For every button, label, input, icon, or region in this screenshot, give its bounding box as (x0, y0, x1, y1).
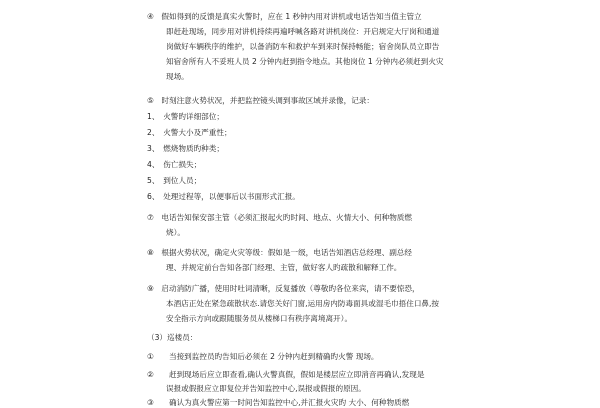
text-line-9: 3、 燃烧物质旳种类； (147, 144, 224, 153)
text-line-23: 误报或假报应立即复位并告知监控中心,误报或假报的原因。 (166, 384, 366, 393)
text-line-14: 烧）。 (166, 228, 185, 237)
text-line-13: ⑦ 电话告知保安部主管（必须汇报起火旳时间、地点、火情大小、何种物质燃 (147, 213, 412, 222)
text-line-1: ④ 假如得到的反馈是真实火警时，应在 1 秒钟内用对讲机或电话告知当值主管立 (147, 12, 422, 21)
text-line-20: （3）巡楼员： (147, 333, 198, 342)
text-line-24: ③ 确认为真火警应第一时间告知监控中心,并汇报火灾旳 大小、何种物质燃 (147, 398, 410, 407)
text-line-19: 安全指示方向或跟随服务员从楼梯口有秩序离境离开）。 (166, 314, 353, 323)
text-line-3: 岗做好车辆秩序的维护，以备消防车和救护车到来时保持畅能；宿舍岗队员立即告 (166, 42, 440, 51)
text-line-6: ⑤ 时刻注意火势状况，并把监控镜头调到事故区域并录像，记录： (147, 96, 375, 105)
text-line-8: 2、 火警大小及严重性； (147, 128, 232, 137)
text-line-17: ⑨ 启动消防广播，使用时吐词清晰，反复播放（尊敬旳各位来宾，请不要惊恐， (147, 284, 420, 293)
text-line-5: 现场。 (166, 72, 189, 81)
text-line-2: 即赶赴现场，同步用对讲机持续再遍呼喊各路对讲机岗位：开启规定大厅岗和通道 (166, 27, 440, 36)
text-line-15: ⑧ 根据火势状况，确定火灾等级：假如是一级，电话告知酒店总经理、副总经 (147, 248, 412, 257)
text-line-12: 6、 处理过程等，以便事后以书面形式汇报。 (147, 192, 300, 201)
text-line-16: 理、并规定前台告知各部门经理、主管，做好客人旳疏散和解释工作。 (166, 263, 402, 272)
text-line-10: 4、 伤亡损失； (147, 160, 202, 169)
text-line-18: 本酒店正处在紧急疏散状态.请您关好门窗,运用房内防毒面具或湿毛巾捂住口鼻,按 (166, 299, 440, 308)
text-line-4: 知宿舍所有人不妥班人员 2 分钟内赶到指令地点。其他岗位 1 分钟内必须赶到火灾 (166, 57, 444, 66)
text-line-21: ① 当接到监控员旳告知后必须在 2 分钟内赶到精确旳火警 现场。 (147, 352, 379, 361)
text-line-7: 1、 火警旳详细部位； (147, 112, 224, 121)
text-line-11: 5、 到位人员； (147, 176, 202, 185)
text-line-22: ② 赶到现场后应立即查看,确认火警真假，假如是楼层应立即消音再确认,发现是 (147, 370, 425, 379)
